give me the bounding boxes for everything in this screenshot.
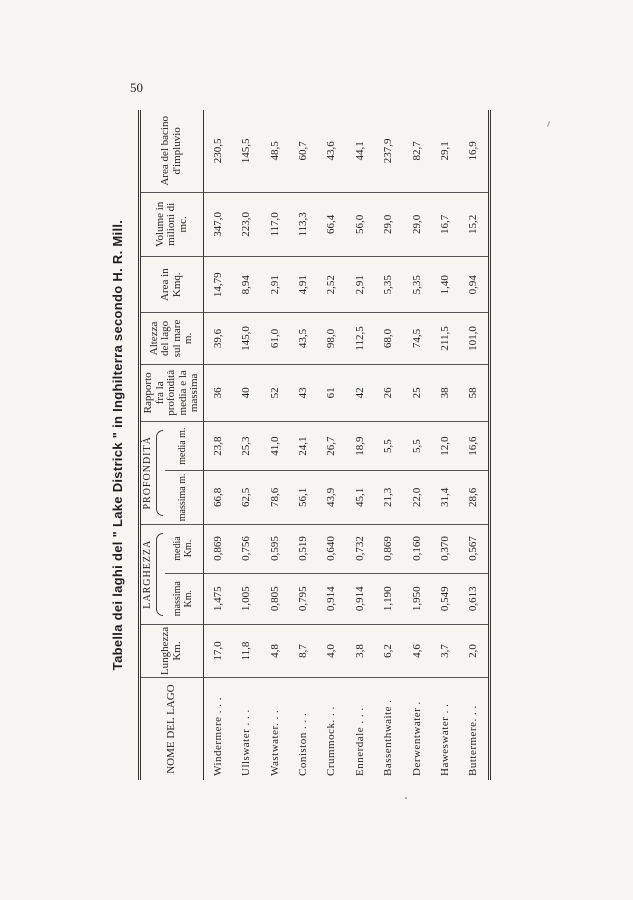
depth-max-cell: 62,5 <box>232 471 260 524</box>
depth-mean-cell: 23,8 <box>203 422 232 471</box>
table-row <box>346 110 374 780</box>
header-depth-group: PROFONDITÀ <box>140 422 165 524</box>
width-mean-cell: 0,595 <box>261 524 289 573</box>
volume-cell: 113,3 <box>289 192 317 256</box>
basin-area-cell: 230,5 <box>203 110 232 192</box>
depth-mean-cell: 12,0 <box>431 422 459 471</box>
width-mean-cell: 0,640 <box>317 524 345 573</box>
volume-cell: 16,7 <box>431 192 459 256</box>
header-depth-max: massima m. <box>165 471 204 524</box>
area-cell: 1,40 <box>431 257 459 313</box>
header-altitude: Altezza del lago sul mare m. <box>140 313 204 364</box>
length-cell: 4,8 <box>261 624 289 677</box>
depth-mean-cell: 5,5 <box>374 422 402 471</box>
altitude-cell: 112,5 <box>346 313 374 364</box>
depth-mean-cell: 41,0 <box>261 422 289 471</box>
length-cell: 17,0 <box>203 624 232 677</box>
table-row <box>232 110 260 780</box>
header-basin-area: Area del bacino d'impluvio <box>140 110 204 192</box>
table-row <box>431 110 459 780</box>
altitude-cell: 43,5 <box>289 313 317 364</box>
header-width-group: LARGHEZZA <box>140 524 165 624</box>
depth-max-cell: 22,0 <box>402 471 430 524</box>
basin-area-cell: 43,6 <box>317 110 345 192</box>
basin-area-cell: 29,1 <box>431 110 459 192</box>
width-max-cell: 0,914 <box>346 573 374 624</box>
table-row <box>203 110 232 780</box>
area-cell: 5,35 <box>374 257 402 313</box>
area-cell: 2,91 <box>261 257 289 313</box>
basin-area-cell: 16,9 <box>459 110 489 192</box>
table-row <box>402 110 430 780</box>
volume-cell: 66,4 <box>317 192 345 256</box>
lake-name: Wastwater. . . <box>268 709 281 776</box>
header-width-mean: media Km. <box>165 524 204 573</box>
width-mean-cell: 0,869 <box>203 524 232 573</box>
width-max-cell: 1,475 <box>203 573 232 624</box>
ratio-cell: 42 <box>346 364 374 422</box>
lake-name: Windermere . . . <box>211 696 224 776</box>
lake-name: Coniston . . . <box>297 712 310 776</box>
length-cell: 4,0 <box>317 624 345 677</box>
volume-cell: 347,0 <box>203 192 232 256</box>
lakes-table <box>138 110 491 780</box>
table-row <box>459 110 489 780</box>
width-mean-cell: 0,567 <box>459 524 489 573</box>
width-mean-cell: 0,732 <box>346 524 374 573</box>
brace-mark <box>156 430 163 515</box>
length-cell: 11,8 <box>232 624 260 677</box>
basin-area-cell: 48,5 <box>261 110 289 192</box>
basin-area-cell: 82,7 <box>402 110 430 192</box>
volume-cell: 15,2 <box>459 192 489 256</box>
volume-cell: 223,0 <box>232 192 260 256</box>
altitude-cell: 61,0 <box>261 313 289 364</box>
width-max-cell: 1,950 <box>402 573 430 624</box>
depth-max-cell: 66,8 <box>203 471 232 524</box>
volume-cell: 56,0 <box>346 192 374 256</box>
altitude-cell: 39,6 <box>203 313 232 364</box>
depth-mean-cell: 26,7 <box>317 422 345 471</box>
header-length: Lunghezza Km. <box>140 624 204 677</box>
altitude-cell: 101,0 <box>459 313 489 364</box>
width-max-cell: 1,005 <box>232 573 260 624</box>
ratio-cell: 40 <box>232 364 260 422</box>
basin-area-cell: 44,1 <box>346 110 374 192</box>
rotated-table-block <box>110 110 530 780</box>
volume-cell: 29,0 <box>402 192 430 256</box>
lake-name: Bassenthwaite . <box>382 699 395 776</box>
paper-speck <box>405 797 407 799</box>
header-volume: Volume in milioni di mc. <box>140 192 204 256</box>
length-cell: 8,7 <box>289 624 317 677</box>
width-mean-cell: 0,519 <box>289 524 317 573</box>
area-cell: 4,91 <box>289 257 317 313</box>
width-max-cell: 0,795 <box>289 573 317 624</box>
header-name: NOME DEL LAGO <box>140 678 204 780</box>
depth-max-cell: 28,6 <box>459 471 489 524</box>
depth-max-cell: 43,9 <box>317 471 345 524</box>
width-max-cell: 0,613 <box>459 573 489 624</box>
paper-speck <box>547 121 550 127</box>
depth-mean-cell: 24,1 <box>289 422 317 471</box>
width-max-cell: 0,914 <box>317 573 345 624</box>
brace-mark <box>156 533 163 616</box>
depth-max-cell: 78,6 <box>261 471 289 524</box>
depth-max-cell: 56,1 <box>289 471 317 524</box>
depth-mean-cell: 5,5 <box>402 422 430 471</box>
basin-area-cell: 237,9 <box>374 110 402 192</box>
depth-mean-cell: 16,6 <box>459 422 489 471</box>
volume-cell: 29,0 <box>374 192 402 256</box>
header-width-max: massima Km. <box>165 573 204 624</box>
altitude-cell: 98,0 <box>317 313 345 364</box>
width-mean-cell: 0,869 <box>374 524 402 573</box>
area-cell: 5,35 <box>402 257 430 313</box>
width-max-cell: 1,190 <box>374 573 402 624</box>
length-cell: 4,6 <box>402 624 430 677</box>
lake-name: Crummock. . . <box>325 706 338 776</box>
ratio-cell: 43 <box>289 364 317 422</box>
table-title: Tabella dei laghi del " Lake Districk " in Inghilterra secondo H. R. Mill. <box>110 219 125 671</box>
width-mean-cell: 0,756 <box>232 524 260 573</box>
area-cell: 0,94 <box>459 257 489 313</box>
header-ratio: Rapporto fra la profondità media e la massima <box>140 364 204 422</box>
table-row <box>317 110 345 780</box>
lake-name: Haweswater . . <box>439 703 452 776</box>
width-mean-cell: 0,370 <box>431 524 459 573</box>
altitude-cell: 211,5 <box>431 313 459 364</box>
length-cell: 2,0 <box>459 624 489 677</box>
depth-max-cell: 31,4 <box>431 471 459 524</box>
depth-mean-cell: 18,9 <box>346 422 374 471</box>
lake-name: Buttermere. . . <box>459 678 489 780</box>
header-area: Area in Kmq. <box>140 257 204 313</box>
area-cell: 8,94 <box>232 257 260 313</box>
ratio-cell: 52 <box>261 364 289 422</box>
table-row <box>261 110 289 780</box>
volume-cell: 117,0 <box>261 192 289 256</box>
altitude-cell: 68,0 <box>374 313 402 364</box>
depth-max-cell: 21,3 <box>374 471 402 524</box>
depth-max-cell: 45,1 <box>346 471 374 524</box>
ratio-cell: 25 <box>402 364 430 422</box>
area-cell: 2,52 <box>317 257 345 313</box>
table-row <box>289 110 317 780</box>
ratio-cell: 61 <box>317 364 345 422</box>
lake-name: Ennerdale . . . <box>353 707 366 776</box>
table-row <box>374 110 402 780</box>
altitude-cell: 74,5 <box>402 313 430 364</box>
area-cell: 14,79 <box>203 257 232 313</box>
depth-mean-cell: 25,3 <box>232 422 260 471</box>
length-cell: 6,2 <box>374 624 402 677</box>
width-max-cell: 0,549 <box>431 573 459 624</box>
width-max-cell: 0,805 <box>261 573 289 624</box>
ratio-cell: 26 <box>374 364 402 422</box>
width-mean-cell: 0,160 <box>402 524 430 573</box>
basin-area-cell: 60,7 <box>289 110 317 192</box>
altitude-cell: 145,0 <box>232 313 260 364</box>
ratio-cell: 58 <box>459 364 489 422</box>
page-number: 50 <box>130 80 143 95</box>
lake-name: Ullswater . . . <box>240 709 253 776</box>
lake-name: Derwentwater . <box>410 701 423 776</box>
ratio-cell: 36 <box>203 364 232 422</box>
header-depth-mean: media m. <box>165 422 204 471</box>
length-cell: 3,8 <box>346 624 374 677</box>
length-cell: 3,7 <box>431 624 459 677</box>
ratio-cell: 38 <box>431 364 459 422</box>
area-cell: 2,91 <box>346 257 374 313</box>
basin-area-cell: 145,5 <box>232 110 260 192</box>
